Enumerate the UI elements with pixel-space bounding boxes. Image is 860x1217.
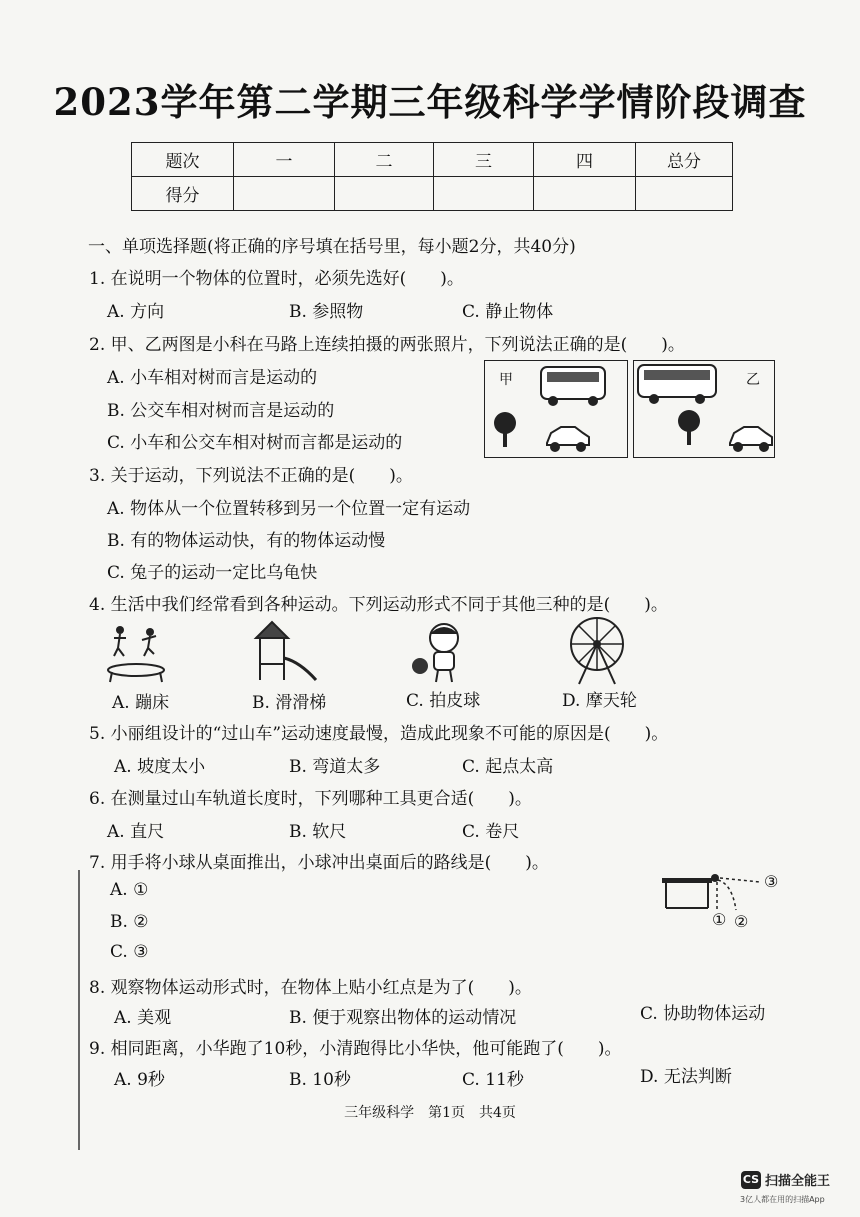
score-header-cell: 二 <box>335 143 434 177</box>
score-header-cell: 总分 <box>636 143 733 177</box>
score-input-cell[interactable] <box>636 177 733 211</box>
question-9: 9. 相同距离，小华跑了10秒，小清跑得比小华快，他可能跑了( )。 <box>89 1039 622 1059</box>
scanner-logo-icon: CS <box>741 1171 761 1189</box>
trampoline-icon <box>104 622 170 684</box>
q5-option-c[interactable]: C. 起点太高 <box>462 757 554 777</box>
bus-icon <box>638 365 716 404</box>
question-2: 2. 甲、乙两图是小科在马路上连续拍摄的两张照片，下列说法正确的是( )。 <box>89 335 685 355</box>
score-header-cell: 一 <box>234 143 335 177</box>
score-table-header-row <box>132 143 733 177</box>
q4-option-a[interactable]: A. 蹦床 <box>112 693 170 713</box>
score-table-score-row <box>132 177 733 211</box>
q8-option-c[interactable]: C. 协助物体运动 <box>640 1004 766 1024</box>
q4-option-b[interactable]: B. 滑滑梯 <box>252 693 327 713</box>
path-label-1: ① <box>712 910 727 929</box>
q7-option-b[interactable]: B. ② <box>110 912 149 932</box>
tree-icon <box>678 410 700 445</box>
question-1: 1. 在说明一个物体的位置时，必须先选好( )。 <box>89 269 464 289</box>
photo-jia-illustration <box>485 361 627 457</box>
q7-option-a[interactable]: A. ① <box>110 880 149 900</box>
question-4: 4. 生活中我们经常看到各种运动。下列运动形式不同于其他三种的是( )。 <box>89 595 668 615</box>
q2-option-a[interactable]: A. 小车相对树而言是运动的 <box>107 368 318 388</box>
photo-jia-label: 甲 <box>499 372 513 388</box>
photo-yi-illustration <box>634 361 774 457</box>
car-icon <box>547 427 589 452</box>
q5-option-a[interactable]: A. 坡度太小 <box>114 757 206 777</box>
question-7: 7. 用手将小球从桌面推出，小球冲出桌面后的路线是( )。 <box>89 853 549 873</box>
q3-option-b[interactable]: B. 有的物体运动快，有的物体运动慢 <box>107 531 386 551</box>
q1-option-c[interactable]: C. 静止物体 <box>462 302 554 322</box>
q1-option-a[interactable]: A. 方向 <box>107 302 165 322</box>
q3-option-c[interactable]: C. 兔子的运动一定比乌龟快 <box>107 563 318 583</box>
ferris-wheel-icon <box>565 614 629 686</box>
score-input-cell[interactable] <box>434 177 534 211</box>
section-heading: 一、单项选择题(将正确的序号填在括号里，每小题2分，共40分) <box>88 237 576 257</box>
question-8: 8. 观察物体运动形式时，在物体上贴小红点是为了( )。 <box>89 978 532 998</box>
q1-option-b[interactable]: B. 参照物 <box>289 302 364 322</box>
question-3: 3. 关于运动，下列说法不正确的是( )。 <box>89 466 413 486</box>
page-footer: 三年级科学 第1页 共4页 <box>344 1105 516 1121</box>
q9-option-c[interactable]: C. 11秒 <box>462 1070 524 1090</box>
q7-option-c[interactable]: C. ③ <box>110 942 149 962</box>
q4-option-c[interactable]: C. 拍皮球 <box>406 691 481 711</box>
q6-option-c[interactable]: C. 卷尺 <box>462 822 520 842</box>
slide-icon <box>250 618 322 684</box>
q2-option-c[interactable]: C. 小车和公交车相对树而言都是运动的 <box>107 433 403 453</box>
ball-path-diagram <box>660 870 798 932</box>
score-input-cell[interactable] <box>234 177 335 211</box>
ball-icon <box>711 874 719 882</box>
car-icon <box>730 427 772 452</box>
path-label-2: ② <box>734 912 749 931</box>
photo-yi-label: 乙 <box>746 372 760 388</box>
q5-option-b[interactable]: B. 弯道太多 <box>289 757 381 777</box>
score-header-cell: 题次 <box>132 143 234 177</box>
path-label-3: ③ <box>764 872 779 891</box>
score-header-cell: 三 <box>434 143 534 177</box>
q9-option-d[interactable]: D. 无法判断 <box>640 1067 732 1087</box>
score-input-cell[interactable] <box>335 177 434 211</box>
q8-option-b[interactable]: B. 便于观察出物体的运动情况 <box>289 1008 517 1028</box>
question-6: 6. 在测量过山车轨道长度时，下列哪种工具更合适( )。 <box>89 789 532 809</box>
q3-option-a[interactable]: A. 物体从一个位置转移到另一个位置一定有运动 <box>107 499 471 519</box>
path-lines <box>717 878 760 910</box>
photo-yi <box>633 360 775 458</box>
tree-icon <box>494 412 516 447</box>
bus-icon <box>541 367 605 406</box>
q4-option-d[interactable]: D. 摩天轮 <box>562 691 637 711</box>
q6-option-a[interactable]: A. 直尺 <box>107 822 165 842</box>
scanner-watermark <box>741 1170 830 1189</box>
score-header-cell: 四 <box>534 143 636 177</box>
q6-option-b[interactable]: B. 软尺 <box>289 822 347 842</box>
scanner-tagline: 3亿人都在用的扫描App <box>740 1195 825 1204</box>
bouncing-ball-kid-icon <box>408 620 472 686</box>
score-input-cell[interactable] <box>534 177 636 211</box>
q9-option-b[interactable]: B. 10秒 <box>289 1070 351 1090</box>
page-title: 2023学年第二学期三年级科学学情阶段调查 <box>53 80 807 124</box>
table-icon <box>662 878 712 908</box>
scanner-brand-name: 扫描全能王 <box>765 1174 831 1189</box>
score-table <box>131 142 733 211</box>
q8-option-a[interactable]: A. 美观 <box>114 1008 172 1028</box>
q9-option-a[interactable]: A. 9秒 <box>114 1070 165 1090</box>
question-5: 5. 小丽组设计的“过山车”运动速度最慢，造成此现象不可能的原因是( )。 <box>89 724 669 744</box>
q2-option-b[interactable]: B. 公交车相对树而言是运动的 <box>107 401 335 421</box>
photo-jia <box>484 360 628 458</box>
score-row-label: 得分 <box>132 177 234 211</box>
